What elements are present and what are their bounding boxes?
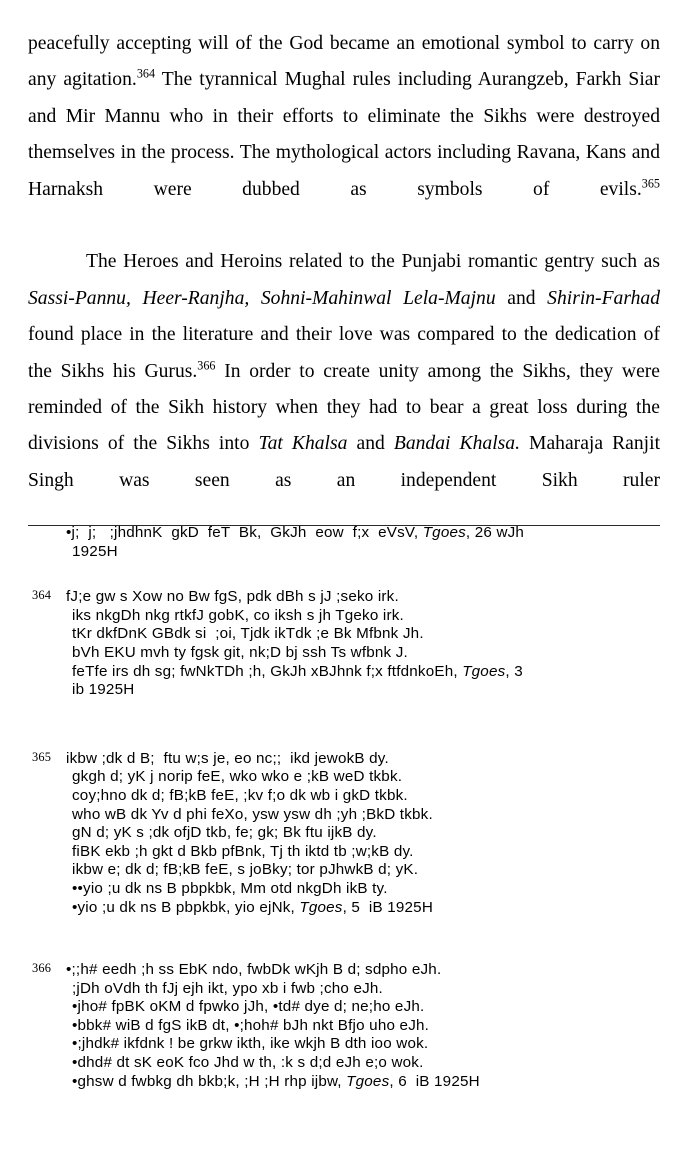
footnote-line xyxy=(66,880,676,899)
footnote-reference: 364 xyxy=(136,66,156,81)
text-run: bVh EKU mvh ty fgsk git, nk;D bj ssh Ts wfbnk J. xyxy=(72,643,408,661)
text-run: who wB dk Yv d phi feXo, ysw ysw dh ;yh ;BkD tkbk. xyxy=(72,805,433,823)
citation-title: Tgoes xyxy=(422,524,466,541)
text-run: iks nkgDh nkg rtkfJ gobK, co iksh s jh Tgeko irk. xyxy=(72,606,404,624)
footnote-line xyxy=(66,644,676,663)
footnote-lines xyxy=(66,750,676,917)
footnote-lines xyxy=(66,588,676,700)
footnote-line xyxy=(66,843,676,862)
text-run: coy;hno dk d; fB;kB feE, ;kv f;o dk wb i gkD tkbk. xyxy=(72,786,408,804)
text-run: The Heroes and Heroins related to the Punjabi romantic gentry such as xyxy=(86,251,660,273)
footnote-block xyxy=(32,961,676,1091)
text-run: ikbw ;dk d B; ftu w;s je, eo nc;; ikd jewokB dy. xyxy=(66,749,389,767)
footnote-number: 365 xyxy=(32,749,52,764)
text-run: , 5 iB 1925H xyxy=(342,898,433,916)
citation-title: Tgoes xyxy=(346,1072,390,1090)
text-run: , 26 wJh xyxy=(465,524,525,541)
footnote-line xyxy=(66,607,676,626)
footnote-line xyxy=(66,768,676,787)
footnote-lines xyxy=(66,961,676,1091)
text-run: Maharaja Ranjit Singh was seen as an independent Sikh ruler xyxy=(28,433,661,491)
citation-title: Tgoes xyxy=(299,898,343,916)
text-run: •ghsw d fwbkg dh bkb;k, ;H ;H rhp ijbw, xyxy=(72,1072,347,1090)
footnote-line xyxy=(66,1035,676,1054)
text-run: The tyrannical Mughal rules including Aurangzeb, Farkh Siar and Mir Mannu who in their efforts to eliminate the Sikhs were destroyed themselves in the process. The mythological actors including Ravana, Kans and Harnaksh were dubbed as symbols of evils. xyxy=(28,69,660,200)
text-run: ikbw e; dk d; fB;kB feE, s joBky; tor pJhwkB d; yK. xyxy=(72,861,419,879)
text-run: •dhd# dt sK eoK fco Jhd w th, :k s d;d eJh e;o wok. xyxy=(72,1054,424,1072)
text-run: found place in the literature and their love was compared to the dedication of the Sikhs his Gurus. xyxy=(28,324,660,382)
footnote-line xyxy=(66,806,676,825)
footnote-line xyxy=(66,663,676,682)
footnote-block xyxy=(32,588,676,700)
footnote-line xyxy=(66,961,676,980)
footnote-line xyxy=(66,980,676,999)
italic-text: Shirin-Farhad xyxy=(547,287,661,309)
text-run: feTfe irs dh sg; fwNkTDh ;h, GkJh xBJhnk f;x ftfdnkoEh, xyxy=(72,662,463,680)
footnote-block xyxy=(32,749,676,917)
text-run: In order to create unity among the Sikhs, they were reminded of the Sikh history when they had to bear a great loss during the divisions of the Sikhs into xyxy=(28,360,660,455)
footnote-line xyxy=(66,1073,676,1092)
footnote-area xyxy=(28,524,676,1091)
footnote-line xyxy=(66,824,676,843)
text-run: •bbk# wiB d fgS ikB dt, •;hoh# bJh nkt Bfjo uho eJh. xyxy=(72,1016,430,1034)
text-run: •jho# fpBK oKM d fpwko jJh, •td# dye d; ne;ho eJh. xyxy=(72,998,425,1016)
footnote-number: 364 xyxy=(32,588,52,603)
footnote-line xyxy=(66,1054,676,1073)
text-run: •yio ;u dk ns B pbpkbk, yio ejNk, xyxy=(72,898,300,916)
text-run: •;jhdk# ikfdnk ! be grkw ikth, ike wkjh B dth ioo wok. xyxy=(72,1035,429,1053)
footnote-line xyxy=(66,861,676,880)
text-run: ;jDh oVdh th fJj ejh ikt, ypo xb i fwb ;cho eJh. xyxy=(72,979,383,997)
text-run: ••yio ;u dk ns B pbpkbk, Mm otd nkgDh ikB ty. xyxy=(72,879,388,897)
footnote-line xyxy=(66,787,676,806)
footnote-line xyxy=(66,1017,676,1036)
italic-text: Tat Khalsa xyxy=(258,433,348,455)
body-paragraph xyxy=(28,26,660,244)
text-run: ib 1925H xyxy=(72,681,135,699)
text-run: •;;h# eedh ;h ss EbK ndo, fwbDk wKjh B d; sdpho eJh. xyxy=(66,961,442,979)
text-run: 1925H xyxy=(72,542,118,560)
text-run: tKr dkfDnK GBdk si ;oi, Tjdk ikTdk ;e Bk Mfbnk Jh. xyxy=(72,625,424,643)
footnote-reference: 365 xyxy=(641,176,660,191)
footnote-line xyxy=(66,681,676,700)
text-run: •j; j; ;jhdhnK gkD feT Bk, GkJh eow f;x eVsV, xyxy=(66,524,423,541)
footnote-number: 366 xyxy=(32,961,52,976)
text-run: gkgh d; yK j norip feE, wko wko e ;kB weD tkbk. xyxy=(72,768,403,786)
text-run: peacefully accepting will of the God became an emotional symbol to carry on any agitation. xyxy=(28,33,660,91)
footnote-line xyxy=(66,899,676,918)
text-run: , 6 iB 1925H xyxy=(389,1072,480,1090)
italic-text: Sassi-Pannu, Heer-Ranjha, Sohni-Mahinwal Lela-Majnu xyxy=(28,287,496,309)
footnote-line xyxy=(66,750,676,769)
italic-text: Bandai Khalsa. xyxy=(393,433,520,455)
text-run: fiBK ekb ;h gkt d Bkb pfBnk, Tj th iktd tb ;w;kB dy. xyxy=(72,842,414,860)
footnote-line xyxy=(66,588,676,607)
citation-title: Tgoes xyxy=(462,662,506,680)
footnote-line xyxy=(66,524,676,543)
body-paragraph xyxy=(28,244,660,535)
footnote-line xyxy=(66,625,676,644)
footnote-lines xyxy=(66,524,676,561)
body-text-block xyxy=(28,26,660,536)
footnote-block xyxy=(66,524,676,561)
text-run: fJ;e gw s Xow no Bw fgS, pdk dBh s jJ ;seko irk. xyxy=(66,588,399,606)
footnote-line xyxy=(66,998,676,1017)
text-run: gN d; yK s ;dk ofjD tkb, fe; gk; Bk ftu ijkB dy. xyxy=(72,824,377,842)
footnote-reference: 366 xyxy=(197,358,216,373)
footnote-line xyxy=(66,543,676,562)
text-run: , 3 xyxy=(505,662,523,680)
text-run: and xyxy=(495,287,548,309)
text-run: and xyxy=(347,433,394,455)
